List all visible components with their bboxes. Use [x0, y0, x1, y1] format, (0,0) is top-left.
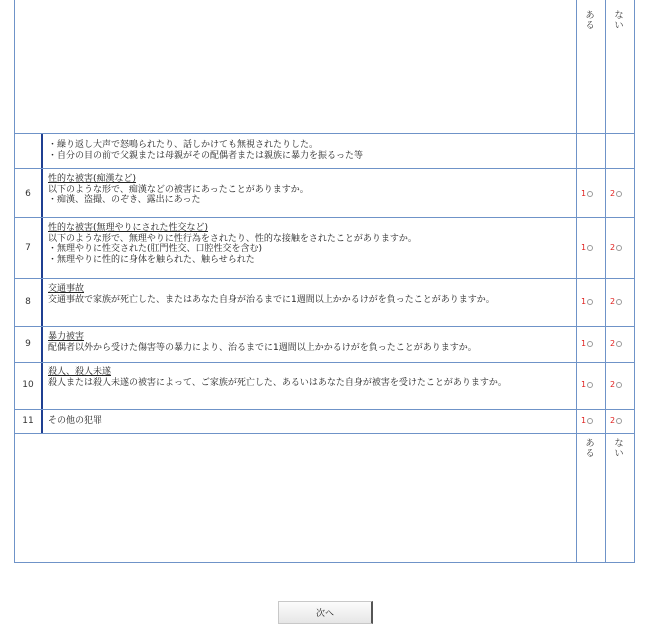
question-number: 6: [25, 189, 31, 199]
row-divider: [15, 433, 634, 434]
question-number: 8: [25, 297, 31, 307]
column-header-yes: あ る: [585, 439, 595, 459]
column-header-no: な い: [614, 439, 624, 459]
answer-yes-option[interactable]: [581, 380, 593, 389]
column-header-no: な い: [614, 11, 624, 31]
row-marker: [41, 363, 43, 409]
row-divider: [15, 217, 634, 218]
question-number: 7: [25, 243, 31, 253]
question-number: 11: [22, 416, 34, 426]
continuation-text: [48, 140, 573, 161]
option-number: 2: [610, 339, 616, 348]
column-divider: [576, 0, 577, 562]
row-marker: [41, 327, 43, 362]
row-divider: [15, 278, 634, 279]
answer-yes-option[interactable]: [581, 339, 593, 348]
option-number: 1: [581, 339, 587, 348]
answer-no-option[interactable]: [610, 297, 622, 306]
continuation-line: ・自分の目の前で父親または母親がその配偶者または親族に暴力を振るった等: [48, 150, 364, 161]
answer-yes-option[interactable]: [581, 243, 593, 252]
row-divider: [15, 326, 634, 327]
radio-button[interactable]: [587, 418, 593, 424]
row-divider: [15, 409, 634, 410]
option-number: 2: [610, 416, 616, 425]
question-number: 9: [25, 339, 31, 349]
row-marker: [41, 169, 43, 217]
question-text: [48, 223, 573, 265]
answer-no-option[interactable]: [610, 243, 622, 252]
answer-no-option[interactable]: [610, 189, 622, 198]
option-number: 1: [581, 416, 587, 425]
row-marker: [41, 410, 43, 433]
option-number: 2: [610, 380, 616, 389]
question-line: 以下のような形で、無理やりに性行為をされたり、性的な接触をされたことがありますか。: [48, 233, 417, 244]
radio-button[interactable]: [616, 299, 622, 305]
question-text: [48, 367, 573, 388]
option-number: 1: [581, 380, 587, 389]
question-number: 10: [22, 380, 34, 390]
row-divider: [15, 133, 634, 134]
next-button[interactable]: 次へ: [278, 601, 373, 624]
option-number: 2: [610, 189, 616, 198]
radio-button[interactable]: [616, 191, 622, 197]
question-line: 交通事故で家族が死亡した、またはあなた自身が治るまでに1週間以上かかるけがを負ったことがありますか。: [48, 294, 495, 305]
radio-button[interactable]: [616, 382, 622, 388]
answer-yes-option[interactable]: [581, 297, 593, 306]
radio-button[interactable]: [616, 418, 622, 424]
radio-button[interactable]: [616, 245, 622, 251]
question-text: [48, 332, 573, 353]
radio-button[interactable]: [587, 299, 593, 305]
row-marker: [41, 218, 43, 278]
question-title: 暴力被害: [48, 332, 85, 342]
question-title: 性的な被害(無理やりにされた性交など): [48, 223, 209, 233]
answer-no-option[interactable]: [610, 339, 622, 348]
radio-button[interactable]: [587, 191, 593, 197]
radio-button[interactable]: [587, 245, 593, 251]
option-number: 1: [581, 189, 587, 198]
column-header-yes: あ る: [585, 11, 595, 31]
option-number: 2: [610, 297, 616, 306]
row-marker: [41, 279, 43, 326]
question-line: 配偶者以外から受けた傷害等の暴力により、治るまでに1週間以上かかるけがを負ったことがありますか。: [48, 342, 477, 353]
radio-button[interactable]: [587, 382, 593, 388]
question-title: 交通事故: [48, 284, 85, 294]
question-line: ・無理やりに性的に身体を触られた、触らせられた: [48, 254, 255, 265]
question-text: [48, 284, 573, 305]
row-divider: [15, 362, 634, 363]
column-divider: [605, 0, 606, 562]
answer-no-option[interactable]: [610, 380, 622, 389]
question-line: 以下のような形で、痴漢などの被害にあったことがありますか。: [48, 184, 309, 195]
question-line: 殺人または殺人未遂の被害によって、ご家族が死亡した、あるいはあなた自身が被害を受けたことがありますか。: [48, 377, 507, 388]
question-line: その他の犯罪: [48, 416, 103, 426]
option-number: 2: [610, 243, 616, 252]
radio-button[interactable]: [616, 341, 622, 347]
question-line: ・痴漢、盗撮、のぞき、露出にあった: [48, 195, 201, 205]
row-divider: [15, 168, 634, 169]
answer-no-option[interactable]: [610, 416, 622, 425]
continuation-line: ・繰り返し大声で怒鳴られたり、話しかけても無視されたりした。: [48, 140, 319, 150]
answer-yes-option[interactable]: [581, 416, 593, 425]
radio-button[interactable]: [587, 341, 593, 347]
question-line: ・無理やりに性交された(肛門性交、口腔性交を含む): [48, 244, 263, 254]
answer-yes-option[interactable]: [581, 189, 593, 198]
question-title: 殺人、殺人未遂: [48, 367, 112, 377]
question-text: [48, 416, 573, 427]
question-text: [48, 174, 573, 206]
row-marker: [41, 134, 43, 168]
option-number: 1: [581, 243, 587, 252]
survey-table: [14, 0, 635, 563]
question-title: 性的な被害(痴漢など): [48, 174, 137, 184]
option-number: 1: [581, 297, 587, 306]
